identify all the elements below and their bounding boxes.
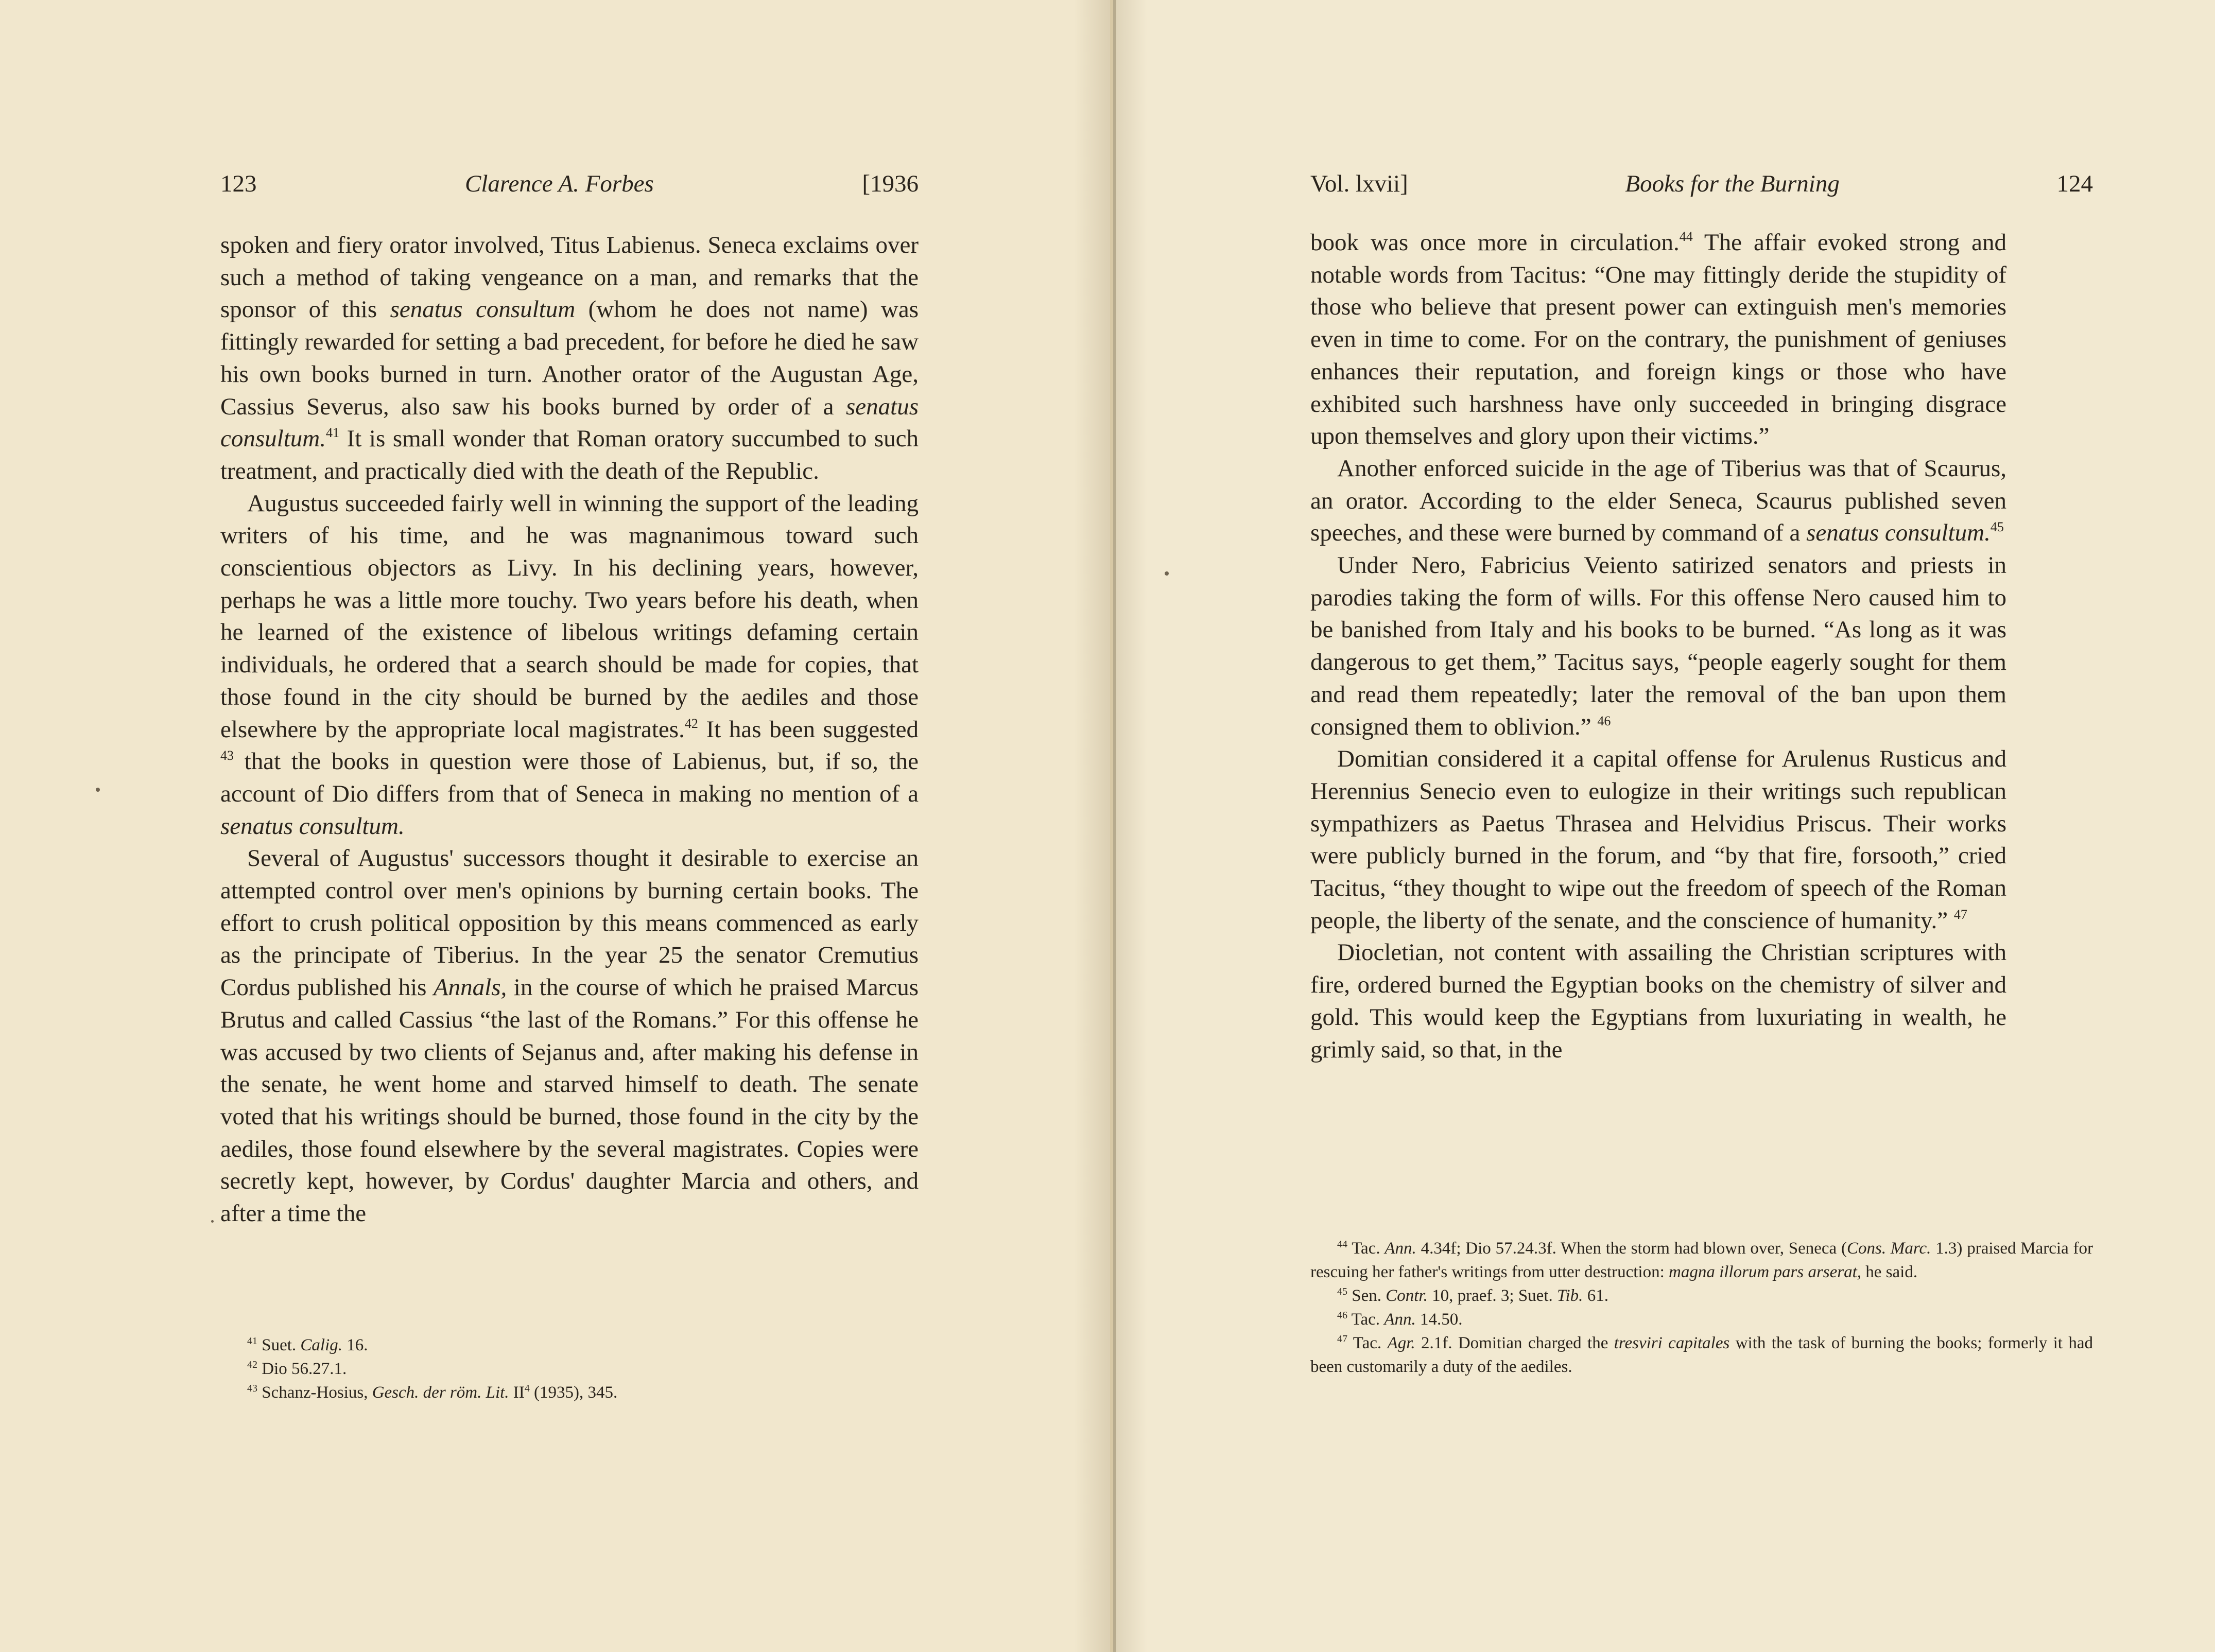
footnote: $^{46}$ Tac. Ann. 14.50. [1337,1310,1463,1329]
paragraph: Another enforced suicide in the age of Tiberius was that of Scaurus, an orator. According to the elder Seneca, Scaurus published seven speeches, and these were burned by command of a senatus consultum.$^{45}$ [1310,455,2006,547]
paper-speck [1165,571,1169,576]
volume-label: Vol. lxvii] [1310,170,1408,197]
paragraph: Domitian considered it a capital offense for Arulenus Rusticus and Herennius Senecio even to eulogize in their writings such republican sympathizers as Paetus Thrasea and Helvidius Priscus. Their works were publicly burned in the forum, and “by that fire, forsooth,” cried Tacitus, “they thought to wipe out the freedom of speech of the Roman people, the liberty of the senate, and the conscience of humanity.” $^{47}$ [1310,745,2006,934]
article-title: Books for the Burning [1625,170,1840,197]
year: [1936 [862,170,919,197]
footnote: $^{44}$ Tac. Ann. 4.34f; Dio 57.24.3f. When the storm had blown over, Seneca (Cons. Marc. 1.3) praised Marcia for rescuing her father's writings from utter destruction: magna illorum pars arserat, he said. [1310,1239,2093,1281]
paragraph: Augustus succeeded fairly well in winning the support of the leading writers of his time, and he was magnanimous toward such conscientious objectors as Livy. In his declining years, however, perhaps he was a little more touchy. Two years before his death, when he learned of the existence of libelous writings defaming certain individuals, he ordered that a search should be made for copies, that those found in the city should be burned by the aediles and those elsewhere by the appropriate local magistrates.$^{42}$ It has been suggested $^{43}$ that the books in question were those of Labienus, but, if so, the account of Dio differs from that of Seneca in making no mention of a senatus consultum. [220,490,919,840]
paragraph: Diocletian, not content with assailing the Christian scriptures with fire, ordered burned the Egyptian books on the chemistry of silver and gold. This would keep the Egyptians from luxuriating in wealth, he grimly said, so that, in the [1310,939,2006,1063]
body-text [1310,227,2006,1066]
footnote: $^{43}$ Schanz-Hosius, Gesch. der röm. Lit. $II^4$ (1935), 345. [247,1383,618,1402]
footnote: $^{45}$ Sen. Contr. 10, praef. 3; Suet. Tib. 61. [1337,1286,1608,1305]
page-number: 124 [2056,170,2093,197]
running-header [220,170,919,201]
footnote: $^{47}$ Tac. Agr. 2.1f. Domitian charged the tresviri capitales with the task of burning the books; formerly it had been customarily a duty of the aediles. [1310,1333,2093,1376]
page-number: 123 [220,170,257,197]
footnotes [220,1333,919,1404]
paragraph: Several of Augustus' successors thought it desirable to exercise an attempted control over men's opinions by burning certain books. The effort to crush political opposition by this means commenced as early as the principate of Tiberius. In the year 25 the senator Cremutius Cordus published his Annals, in the course of which he praised Marcus Brutus and called Cassius “the last of the Romans.” For this offense he was accused by two clients of Sejanus and, after making his defense in the senate, he went home and starved himself to death. The senate voted that his writings should be burned, those found in the city by the aediles, those found elsewhere by the several magistrates. Copies were secretly kept, however, by Cordus' daughter Marcia and others, and after a time the [220,845,919,1227]
body-text [220,229,919,1230]
footnote: $^{42}$ Dio 56.27.1. [247,1359,347,1378]
paragraph: book was once more in circulation.$^{44}$ The affair evoked strong and notable words from Tacitus: “One may fittingly deride the stupidity of those who believe that present power can extinguish men's memories even in time to come. For on the contrary, the punishment of geniuses enhances their reputation, and foreign kings or those who have exhibited such harshness have only succeeded in bringing disgrace upon themselves and glory upon their victims.” [1310,229,2006,450]
paper-speck [96,788,100,792]
right-page [1116,0,2215,1652]
author-name: Clarence A. Forbes [465,170,654,197]
paragraph: Under Nero, Fabricius Veiento satirized senators and priests in parodies taking the form of wills. For this offense Nero caused him to be banished from Italy and his books to be burned. “As long as it was dangerous to get them,” Tacitus says, “people eagerly sought for them and read them repeatedly; later the removal of the ban upon them consigned them to oblivion.” $^{46}$ [1310,552,2006,740]
footnotes [1310,1237,2093,1379]
gutter-shadow [1074,0,1110,1652]
running-header [1310,170,2093,201]
footnote: $^{41}$ Suet. Calig. 16. [247,1335,368,1354]
gutter-shadow [1116,0,1147,1652]
paper-speck [211,1220,214,1223]
paragraph: spoken and fiery orator involved, Titus Labienus. Seneca exclaims over such a method of taking vengeance on a man, and remarks that the sponsor of this senatus consultum (whom he does not name) was fittingly rewarded for setting a bad precedent, for before he died he saw his own books burned in turn. Another orator of the Augustan Age, Cassius Severus, also saw his books burned by order of a senatus consultum.$^{41}$ It is small wonder that Roman oratory succumbed to such treatment, and practically died with the death of the Republic. [220,232,919,484]
